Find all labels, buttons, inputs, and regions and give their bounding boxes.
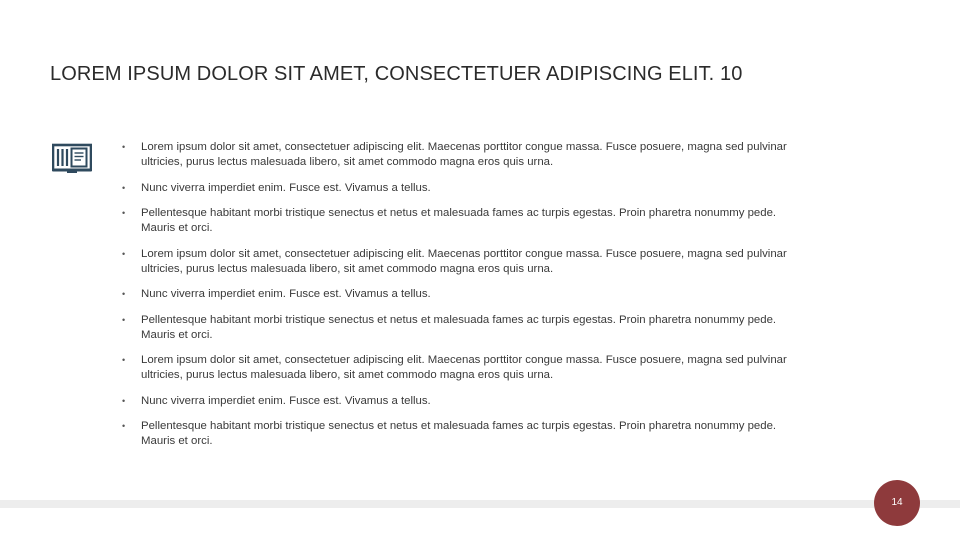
bullet-item — [122, 140, 802, 170]
page-number-badge: 14 — [874, 480, 920, 526]
bullet-text: Nunc viverra imperdiet enim. Fusce est. Vivamus a tellus. — [141, 181, 431, 194]
bullet-text: Pellentesque habitant morbi tristique senectus et netus et malesuada fames ac turpis egestas. Proin pharetra nonummy pede. Mauris et orci. — [141, 313, 777, 341]
bullet-item — [122, 353, 802, 383]
bullet-text: Nunc viverra imperdiet enim. Fusce est. Vivamus a tellus. — [141, 394, 431, 407]
bullet-marker: • — [122, 421, 126, 431]
bullet-item — [122, 394, 802, 409]
bullet-item — [122, 206, 802, 236]
slide-title: LOREM IPSUM DOLOR SIT AMET, CONSECTETUER ADIPISCING ELIT. 10 — [50, 63, 743, 86]
bullet-marker: • — [122, 289, 126, 299]
bullet-text: Nunc viverra imperdiet enim. Fusce est. Vivamus a tellus. — [141, 288, 431, 300]
bullet-text: Lorem ipsum dolor sit amet, consectetuer adipiscing elit. Maecenas porttitor congue massa. Fusce posuere, magna sed pulvinar ultricies, purus lectus malesuada libero, sit amet commodo magna eros quis urna. — [141, 247, 787, 275]
bullet-text: Pellentesque habitant morbi tristique senectus et netus et malesuada fames ac turpis egestas. Proin pharetra nonummy pede. Mauris et orci. — [141, 207, 777, 234]
bullet-text: Lorem ipsum dolor sit amet, consectetuer adipiscing elit. Maecenas porttitor congue massa. Fusce posuere, magna sed pulvinar ultricies, purus lectus malesuada libero, sit amet commodo magna eros quis urna. — [141, 141, 787, 168]
bullet-text: Lorem ipsum dolor sit amet, consectetuer adipiscing elit. Maecenas porttitor congue massa. Fusce posuere, magna sed pulvinar ultricies, purus lectus malesuada libero, sit amet commodo magna eros quis urna. — [141, 354, 787, 381]
bullet-marker: • — [122, 208, 126, 218]
bullet-item — [122, 181, 802, 196]
bullet-item — [122, 313, 802, 343]
bullet-list — [122, 140, 802, 460]
book-icon — [52, 141, 92, 175]
bullet-marker: • — [122, 314, 126, 325]
bullet-marker: • — [122, 142, 126, 152]
bullet-marker: • — [122, 355, 126, 365]
bullet-item — [122, 247, 802, 277]
bullet-marker: • — [122, 395, 126, 406]
bullet-marker: • — [122, 182, 126, 193]
bullet-item — [122, 419, 802, 449]
bullet-item — [122, 287, 802, 302]
footer-bar — [0, 500, 960, 508]
bullet-marker: • — [122, 248, 126, 259]
bullet-text: Pellentesque habitant morbi tristique senectus et netus et malesuada fames ac turpis egestas. Proin pharetra nonummy pede. Mauris et orci. — [141, 420, 777, 447]
